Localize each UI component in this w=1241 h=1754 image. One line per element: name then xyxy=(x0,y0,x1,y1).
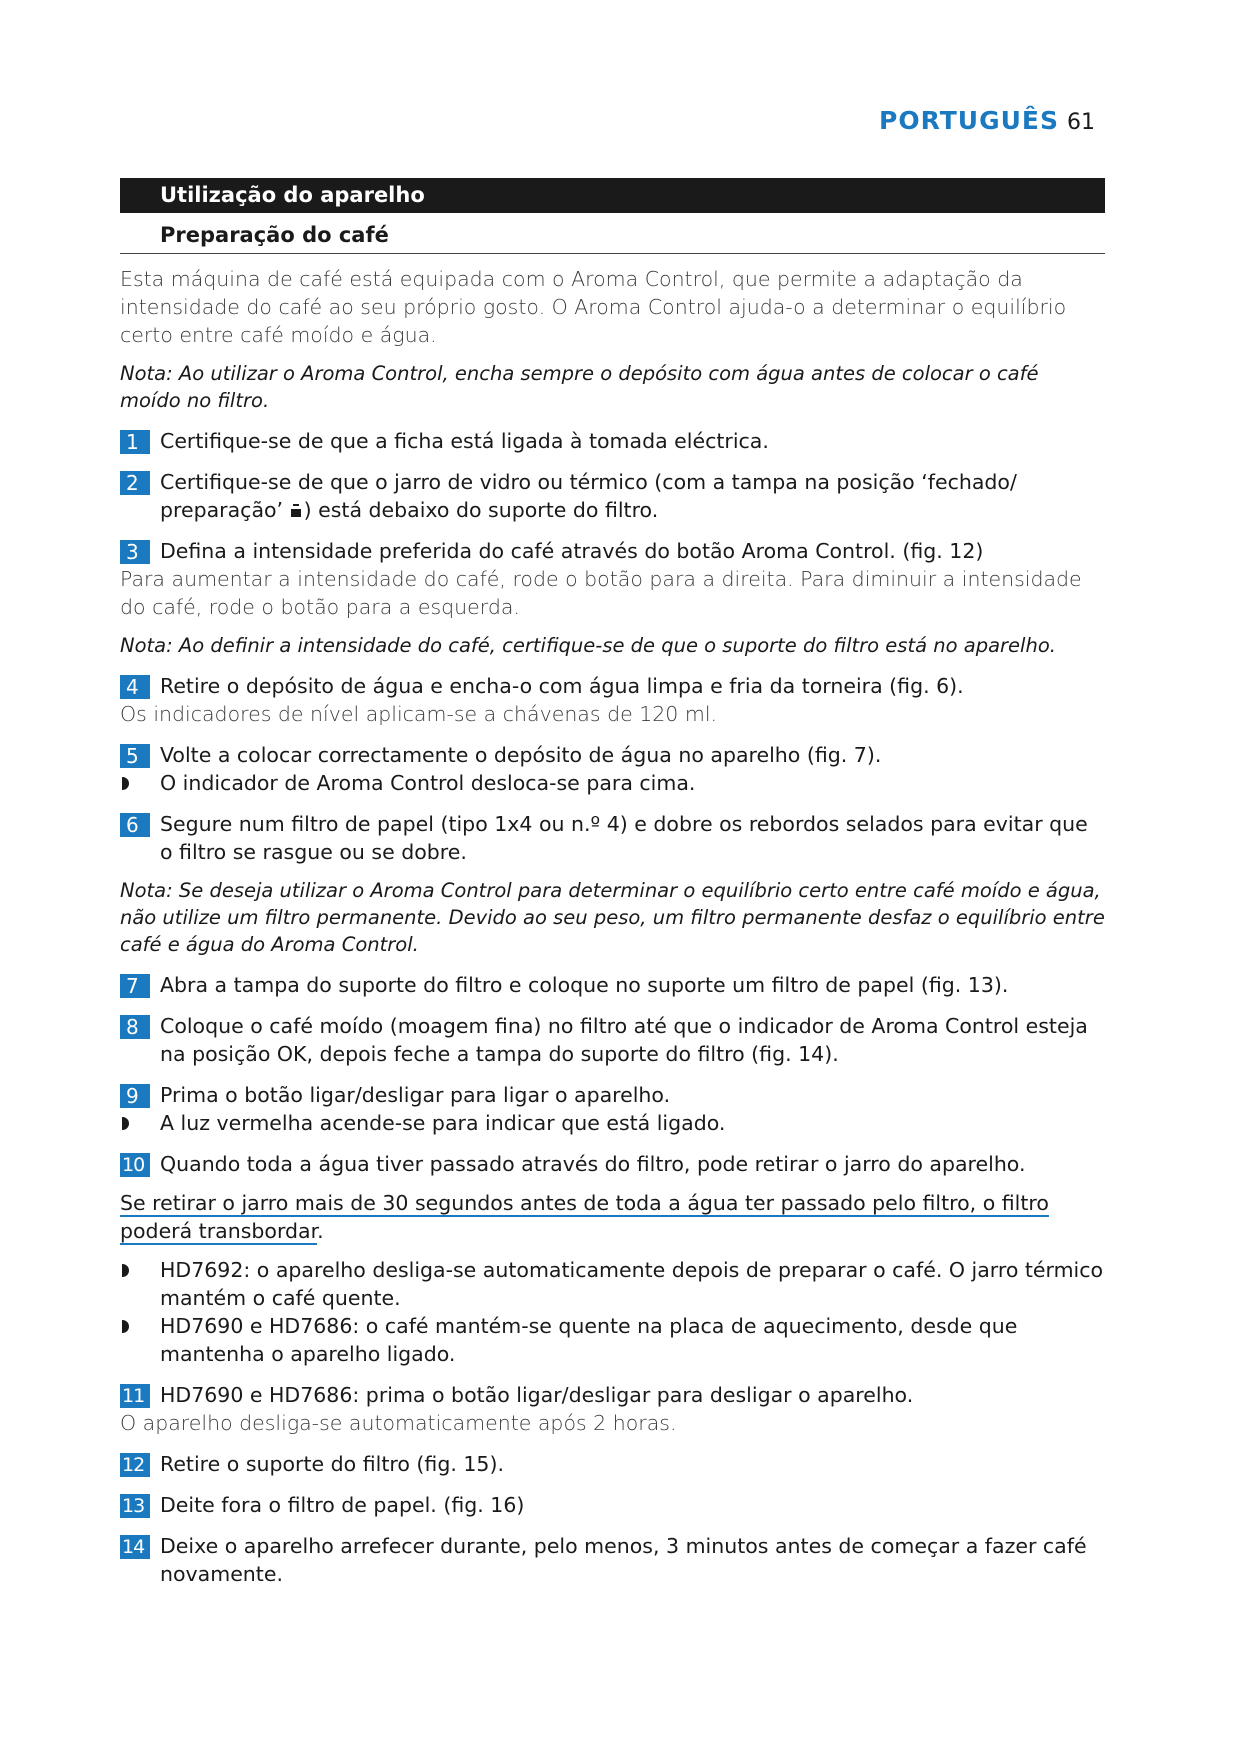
subsection-title: Preparação do café xyxy=(120,223,1105,254)
step-8 xyxy=(120,1012,1105,1068)
step-text: Certifique-se de que a ficha está ligada à tomada eléctrica. xyxy=(160,429,769,453)
brew-mug-icon xyxy=(290,504,304,518)
step-1 xyxy=(120,427,1105,455)
note-filter-holder: Nota: Ao definir a intensidade do café, certifique-se de que o suporte do filtro está no aparelho. xyxy=(120,634,1056,657)
bullet-text: A luz vermelha acende-se para indicar que está ligado. xyxy=(160,1111,726,1135)
step-3 xyxy=(120,537,1105,565)
list-item xyxy=(120,1312,1105,1368)
step-11-detail: O aparelho desliga-se automaticamente após 2 horas. xyxy=(120,1411,677,1435)
step-text: Segure num filtro de papel (tipo 1x4 ou n.º 4) e dobre os rebordos selados para evitar que o filtro se rasgue ou se dobre. xyxy=(160,812,1088,864)
overflow-warning xyxy=(120,1189,1105,1245)
step-number: 5 xyxy=(120,744,150,768)
bullet-icon xyxy=(122,1320,129,1333)
step-5 xyxy=(120,741,1105,769)
warning-text: Se retirar o jarro mais de 30 segundos antes de toda a água ter passado pelo filtro, o filtro poderá transbordar xyxy=(120,1191,1049,1243)
step-10 xyxy=(120,1150,1105,1178)
step-4-detail: Os indicadores de nível aplicam-se a chávenas de 120 ml. xyxy=(120,702,718,726)
step-text: Prima o botão ligar/desligar para ligar o aparelho. xyxy=(160,1083,671,1107)
bullet-text: HD7690 e HD7686: o café mantém-se quente na placa de aquecimento, desde que mantenha o aparelho ligado. xyxy=(160,1314,1018,1366)
step-text: Defina a intensidade preferida do café através do botão Aroma Control. (fig. 12) xyxy=(160,539,984,563)
bullet-icon xyxy=(122,777,129,790)
step-text: Coloque o café moído (moagem fina) no filtro até que o indicador de Aroma Control esteja na posição OK, depois feche a tampa do suporte do filtro (fig. 14). xyxy=(160,1014,1088,1066)
step-text-end: ) está debaixo do suporte do filtro. xyxy=(303,498,659,522)
step-number: 6 xyxy=(120,813,150,837)
page-number: 61 xyxy=(1067,110,1095,135)
step-number: 3 xyxy=(120,540,150,564)
language-label: PORTUGUÊS xyxy=(879,106,1059,135)
bullet-text: O indicador de Aroma Control desloca-se para cima. xyxy=(160,771,696,795)
step-number: 14 xyxy=(120,1535,150,1559)
step-text: Volte a colocar correctamente o depósito de água no aparelho (fig. 7). xyxy=(160,743,882,767)
step-2 xyxy=(120,468,1105,524)
step-6 xyxy=(120,810,1105,866)
step-12 xyxy=(120,1450,1105,1478)
step-9-result xyxy=(120,1109,1105,1137)
step-5-result xyxy=(120,769,1105,797)
step-text: Certifique-se de que o jarro de vidro ou térmico (com a tampa na posição ‘fechado/ preparação’ xyxy=(160,470,1017,522)
note-aroma-control: Nota: Ao utilizar o Aroma Control, encha sempre o depósito com água antes de colocar o café moído no filtro. xyxy=(120,362,1039,412)
warning-end: . xyxy=(317,1219,324,1243)
step-number: 8 xyxy=(120,1015,150,1039)
step-number: 9 xyxy=(120,1084,150,1108)
step-4 xyxy=(120,672,1105,700)
model-notes xyxy=(120,1256,1105,1368)
bullet-icon xyxy=(122,1264,129,1277)
step-number: 10 xyxy=(120,1153,150,1177)
step-number: 4 xyxy=(120,675,150,699)
step-11 xyxy=(120,1381,1105,1409)
step-text: Quando toda a água tiver passado através do filtro, pode retirar o jarro do aparelho. xyxy=(160,1152,1026,1176)
page-content xyxy=(120,178,1105,1588)
step-14 xyxy=(120,1532,1105,1588)
intro-paragraph: Esta máquina de café está equipada com o Aroma Control, que permite a adaptação da intensidade do café ao seu próprio gosto. O Aroma Control ajuda-o a determinar o equilíbrio certo entre café moído e água. xyxy=(120,267,1067,347)
section-title: Utilização do aparelho xyxy=(120,178,1105,213)
step-text: Abra a tampa do suporte do filtro e coloque no suporte um filtro de papel (fig. 13). xyxy=(160,973,1009,997)
step-text: Deite fora o filtro de papel. (fig. 16) xyxy=(160,1493,525,1517)
bullet-icon xyxy=(122,1117,129,1130)
step-3-detail: Para aumentar a intensidade do café, rode o botão para a direita. Para diminuir a intensidade do café, rode o botão para a esquerda. xyxy=(120,567,1082,619)
list-item xyxy=(120,1256,1105,1312)
step-13 xyxy=(120,1491,1105,1519)
step-9 xyxy=(120,1081,1105,1109)
note-permanent-filter: Nota: Se deseja utilizar o Aroma Control para determinar o equilíbrio certo entre café moído e água, não utilize um filtro permanente. Devido ao seu peso, um filtro permanente desfaz o equilíbrio entre café e água do Aroma Control. xyxy=(120,879,1105,956)
step-text: Retire o suporte do filtro (fig. 15). xyxy=(160,1452,504,1476)
step-number: 12 xyxy=(120,1453,150,1477)
step-text: Deixe o aparelho arrefecer durante, pelo menos, 3 minutos antes de começar a fazer café novamente. xyxy=(160,1534,1087,1586)
step-number: 1 xyxy=(120,430,150,454)
step-text: Retire o depósito de água e encha-o com água limpa e fria da torneira (fig. 6). xyxy=(160,674,964,698)
step-number: 11 xyxy=(120,1384,150,1408)
step-number: 2 xyxy=(120,471,150,495)
step-number: 7 xyxy=(120,974,150,998)
step-7 xyxy=(120,971,1105,999)
step-number: 13 xyxy=(120,1494,150,1518)
step-text: HD7690 e HD7686: prima o botão ligar/desligar para desligar o aparelho. xyxy=(160,1383,914,1407)
page-header xyxy=(879,106,1095,135)
bullet-text: HD7692: o aparelho desliga-se automaticamente depois de preparar o café. O jarro térmico mantém o café quente. xyxy=(160,1258,1104,1310)
